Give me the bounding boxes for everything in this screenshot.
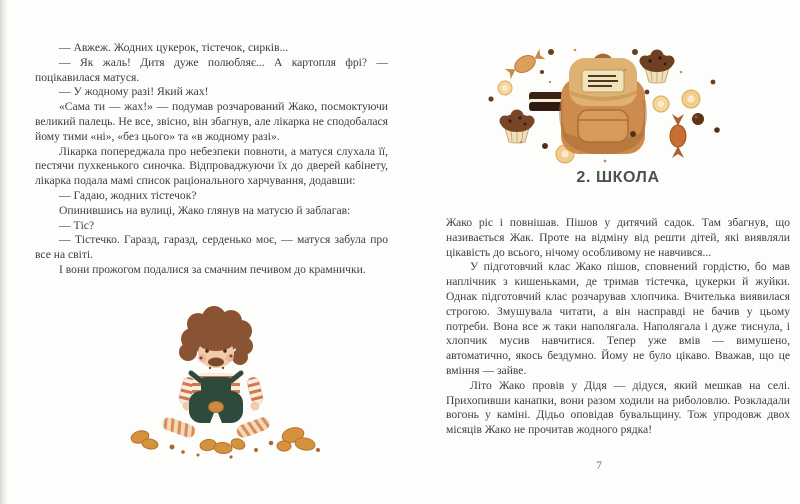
paragraph: — Авжеж. Жодних цукерок, тістечок, сирків... <box>59 41 289 54</box>
chapter-title: 2. ШКОЛА <box>576 169 660 186</box>
paragraph: Жако ріс і повнішав. Пішов у дитячий садок. Там збагнув, що називається Жак. Проте на відміну від решти дітей, які виявляли цікавість до всього, нічому особливому не навчився... <box>446 216 790 259</box>
backpack-icon <box>561 56 646 154</box>
chocolate-bit <box>711 80 716 85</box>
chocolate-bit <box>632 49 638 55</box>
chocolate-bit <box>548 49 554 55</box>
boy-figure <box>161 306 272 439</box>
candy-icon <box>504 48 546 81</box>
paragraph: І вони прожогом подалися за смачним печивом до крамнички. <box>59 262 366 276</box>
paragraph: — Як жаль! Дитя дуже полюбляє... А картопля фрі? — поцікавилася матуся. <box>35 55 388 84</box>
left-text-block <box>35 41 388 278</box>
chocolate-bit <box>714 127 720 133</box>
chocolate-bit <box>645 90 650 95</box>
boy-eating-cookies-illustration <box>128 295 338 460</box>
muffin-icon <box>500 110 535 144</box>
paragraph: — Тістечко. Гаразд, гаразд, серденько моє, — матуся забула про все на світі. <box>35 233 388 262</box>
cookie-crumbs <box>130 425 316 454</box>
backpack-with-sweets-illustration <box>485 42 730 168</box>
paragraph: Опинившись на вулиці, Жако глянув на матусю й заблагав: <box>59 203 351 217</box>
paragraph: — У жодному разі! Який жах! <box>59 85 209 99</box>
page-number: 7 <box>596 458 602 472</box>
muffin-icon <box>640 50 675 84</box>
right-text-block <box>446 216 790 438</box>
paragraph: — Тіс? <box>59 218 95 232</box>
paragraph: «Сама ти — жах!» — подумав розчарований Жако, посмоктуючи великий палець. Не все, звісно, він збагнув, але лікарка не сподобалася йому тими «ні», «без цього» та «в жодному разі». <box>35 100 388 143</box>
page-edge-shadow <box>0 0 8 504</box>
paragraph: Літо Жако провів у Дідя — дідуся, який мешкав на селі. Прихопивши канапки, вони разом ходили на риболовлю. Розкладали вогонь у каміні. Дідьо оповідав бувальщину. Тож упродовж двох місяців Жако не прочитав жодного рядка! <box>446 378 790 437</box>
chocolate-bit <box>540 70 544 74</box>
chocolate-bit <box>488 96 493 101</box>
paragraph: Лікарка попереджала про небезпеки повноти, а матуся слухала її, пестячи пухкенького синочка. Відпроваджуючи їх до дверей кабінету, лікарка подала мамі список раціонального харчування, додавши: <box>35 144 388 188</box>
paragraph: У підготовчий клас Жако пішов, сповнений гордістю, бо мав наплічник з кишеньками, де тримав тістечка, цукерки й жуйки. Однак підготовчий клас розчарував хлопчика. Вчителька виявилася строгою. Змушувала читати, а він насправді не бачив у цьому потреби. Вона все ж таки наполягала. Наполягала і дуже тиснула, і хлопчик мусив навчитися. Тепер уже вмів — вимушено, автоматично, якось бездумно. Йому не було цікаво. Вважав, що це вміння — зайве. <box>446 260 790 377</box>
chocolate-bit <box>542 143 548 149</box>
candy-icon <box>670 114 686 158</box>
chocolate-ball <box>692 113 704 125</box>
chocolate-bit <box>630 131 636 137</box>
paragraph: — Гадаю, жодних тістечок? <box>59 188 197 202</box>
